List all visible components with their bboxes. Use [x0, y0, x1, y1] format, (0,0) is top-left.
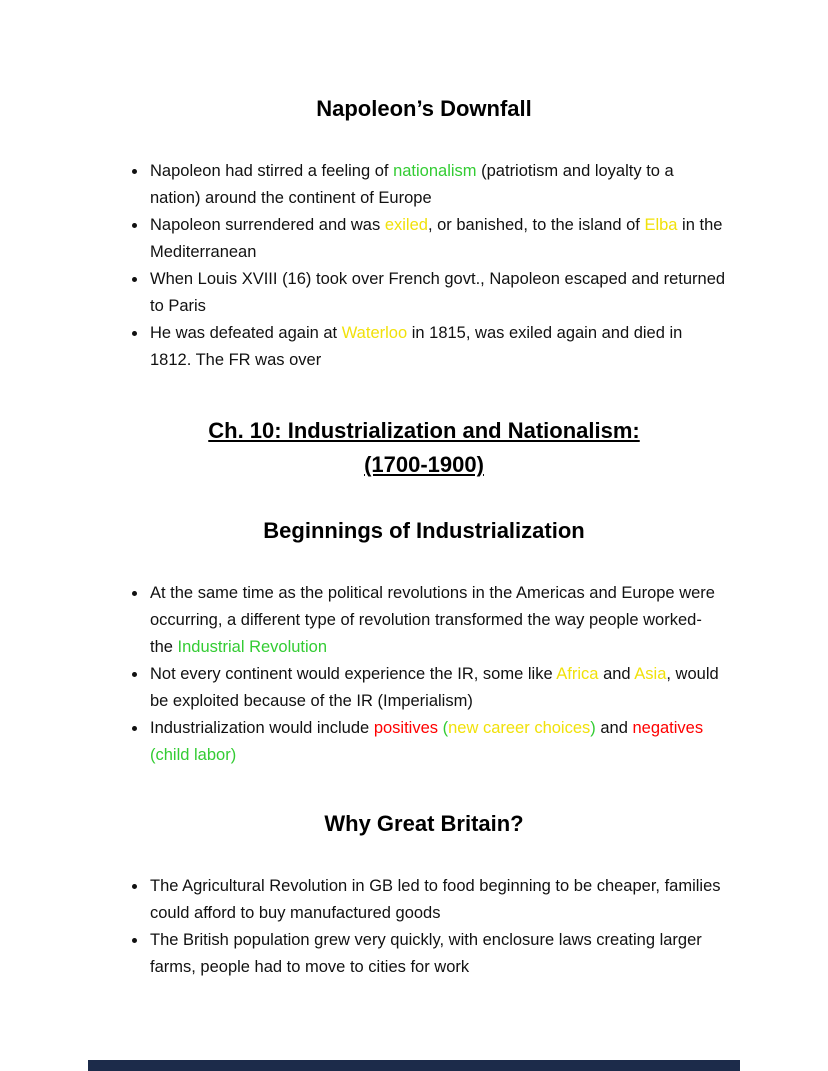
text-run: in the Mediterranean: [150, 216, 723, 261]
bullet-item: [148, 158, 726, 212]
text-run: He was defeated again at: [150, 324, 342, 342]
highlight-red-text: positives: [373, 719, 439, 737]
text-run: Not every continent would experience the IR, some like: [150, 665, 557, 683]
text-run: The Agricultural Revolution in GB led to food beginning to be cheaper, families could afford to buy manufactured goods: [150, 877, 721, 922]
text-run: At the same time as the political revolutions in the Americas and Europe were occurring, a different type of revolution transformed the way people worked- the: [150, 584, 715, 656]
text-run: in 1815, was exiled again and died in 1812. The FR was over: [150, 324, 683, 369]
heading-line: Ch. 10: Industrialization and Nationalism:: [208, 418, 640, 443]
bullet-item: [148, 580, 726, 661]
text-run: The British population grew very quickly, with enclosure laws creating larger farms, people had to move to cities for work: [150, 931, 702, 976]
highlight-green-text: nationalism: [393, 162, 477, 180]
text-run: (patriotism and loyalty to a nation) around the continent of Europe: [150, 162, 674, 207]
highlight-yellow-text: Waterloo: [341, 324, 408, 342]
bullet-item: [148, 212, 726, 266]
text-run: Napoleon surrendered and was: [150, 216, 385, 234]
text-run: When Louis XVIII (16) took over French govt., Napoleon escaped and returned to Paris: [150, 270, 726, 315]
highlight-yellow-text: Elba: [644, 216, 678, 234]
bullet-list: [122, 873, 726, 981]
bullet-item: [148, 927, 726, 981]
heading-line: Napoleon’s Downfall: [316, 96, 532, 121]
highlight-yellow-text: new career choices: [448, 719, 591, 737]
text-run: Industrialization would include: [150, 719, 374, 737]
text-run: , would be exploited because of the IR (Imperialism): [150, 665, 719, 710]
section-heading-beginnings: [122, 516, 726, 546]
bullet-list: [122, 158, 726, 374]
heading-line: Why Great Britain?: [324, 811, 524, 836]
heading-line: Beginnings of Industrialization: [263, 518, 585, 543]
text-run: and: [595, 719, 633, 737]
highlight-green-text: (child labor): [150, 746, 237, 764]
highlight-yellow-text: Africa: [556, 665, 599, 683]
section-heading-napoleons-downfall: [122, 94, 726, 124]
highlight-yellow-text: exiled: [384, 216, 428, 234]
bullet-item: [148, 873, 726, 927]
highlight-green-text: (: [442, 719, 449, 737]
highlight-green-text: ): [590, 719, 596, 737]
text-run: , or banished, to the island of: [427, 216, 645, 234]
bullet-item: [148, 661, 726, 715]
highlight-green-text: Industrial Revolution: [177, 638, 328, 656]
bullet-item: [148, 320, 726, 374]
bullet-list: [122, 580, 726, 769]
highlight-red-text: negatives: [632, 719, 704, 737]
section-heading-why-gb: [122, 809, 726, 839]
heading-line: (1700-1900): [364, 452, 484, 477]
page-gap-bar: [88, 1060, 740, 1071]
bullet-item: [148, 715, 726, 769]
section-heading-ch10: [122, 414, 726, 482]
highlight-yellow-text: Asia: [634, 665, 667, 683]
text-run: and: [598, 665, 635, 683]
bullet-item: [148, 266, 726, 320]
text-run: Napoleon had stirred a feeling of: [150, 162, 394, 180]
